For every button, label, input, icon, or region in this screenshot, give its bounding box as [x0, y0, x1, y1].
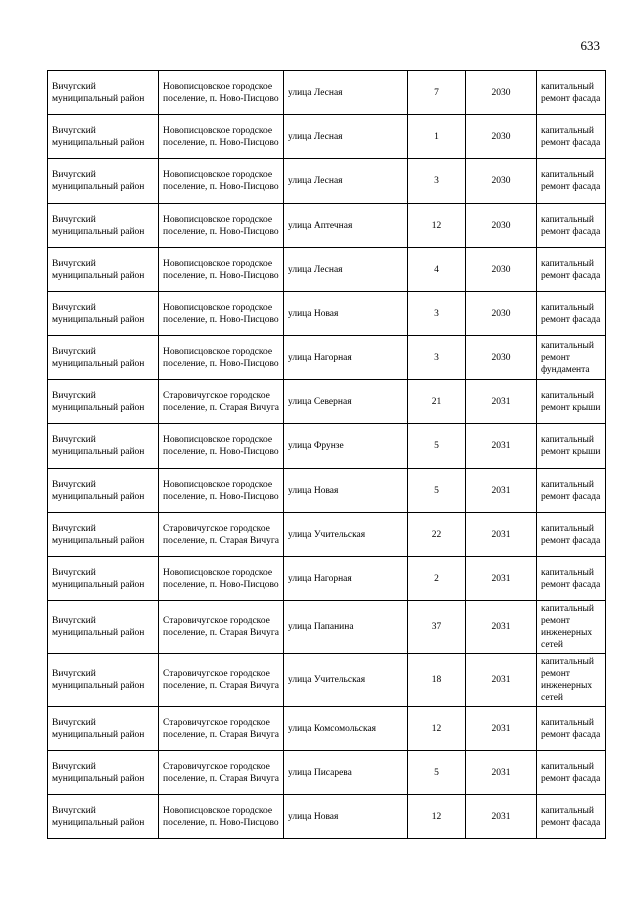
- street-cell: улица Лесная: [284, 248, 408, 292]
- settlement-cell: Старовичугское городское поселение, п. Старая Вичуга: [159, 707, 284, 751]
- house-number-cell: 2: [408, 557, 466, 601]
- table-row: [48, 424, 606, 469]
- year-cell: 2030: [466, 115, 537, 159]
- house-number-cell: 4: [408, 248, 466, 292]
- settlement-cell: Старовичугское городское поселение, п. Старая Вичуга: [159, 601, 284, 654]
- year-cell: 2031: [466, 513, 537, 557]
- table-row: [48, 159, 606, 204]
- settlement-cell: Новописцовское городское поселение, п. Ново-Писцово: [159, 292, 284, 336]
- work-type-cell: капитальный ремонт крыши: [537, 380, 606, 424]
- district-cell: Вичугский муниципальный район: [48, 513, 159, 557]
- table-body: [48, 71, 606, 839]
- settlement-cell: Новописцовское городское поселение, п. Ново-Писцово: [159, 71, 284, 115]
- work-type-cell: капитальный ремонт фасада: [537, 795, 606, 839]
- table-row: [48, 751, 606, 795]
- work-type-cell: капитальный ремонт инженерных сетей: [537, 601, 606, 654]
- table-row: [48, 707, 606, 751]
- street-cell: улица Нагорная: [284, 336, 408, 380]
- house-number-cell: 7: [408, 71, 466, 115]
- house-number-cell: 3: [408, 336, 466, 380]
- year-cell: 2031: [466, 751, 537, 795]
- work-type-cell: капитальный ремонт фасада: [537, 469, 606, 513]
- work-type-cell: капитальный ремонт фасада: [537, 292, 606, 336]
- district-cell: Вичугский муниципальный район: [48, 707, 159, 751]
- district-cell: Вичугский муниципальный район: [48, 557, 159, 601]
- year-cell: 2031: [466, 469, 537, 513]
- house-number-cell: 3: [408, 159, 466, 204]
- district-cell: Вичугский муниципальный район: [48, 336, 159, 380]
- district-cell: Вичугский муниципальный район: [48, 248, 159, 292]
- house-number-cell: 12: [408, 204, 466, 248]
- table-row: [48, 204, 606, 248]
- year-cell: 2031: [466, 380, 537, 424]
- street-cell: улица Новая: [284, 795, 408, 839]
- table-row: [48, 336, 606, 380]
- year-cell: 2031: [466, 654, 537, 707]
- repair-schedule-table: [47, 70, 606, 839]
- work-type-cell: капитальный ремонт фундамента: [537, 336, 606, 380]
- table-row: [48, 654, 606, 707]
- district-cell: Вичугский муниципальный район: [48, 751, 159, 795]
- house-number-cell: 37: [408, 601, 466, 654]
- street-cell: улица Лесная: [284, 159, 408, 204]
- district-cell: Вичугский муниципальный район: [48, 469, 159, 513]
- settlement-cell: Новописцовское городское поселение, п. Ново-Писцово: [159, 469, 284, 513]
- street-cell: улица Папанина: [284, 601, 408, 654]
- work-type-cell: капитальный ремонт крыши: [537, 424, 606, 469]
- table-row: [48, 71, 606, 115]
- house-number-cell: 5: [408, 469, 466, 513]
- district-cell: Вичугский муниципальный район: [48, 601, 159, 654]
- settlement-cell: Новописцовское городское поселение, п. Ново-Писцово: [159, 115, 284, 159]
- year-cell: 2030: [466, 204, 537, 248]
- table-row: [48, 469, 606, 513]
- house-number-cell: 22: [408, 513, 466, 557]
- work-type-cell: капитальный ремонт фасада: [537, 248, 606, 292]
- district-cell: Вичугский муниципальный район: [48, 204, 159, 248]
- street-cell: улица Лесная: [284, 71, 408, 115]
- settlement-cell: Старовичугское городское поселение, п. Старая Вичуга: [159, 380, 284, 424]
- year-cell: 2030: [466, 159, 537, 204]
- table-row: [48, 513, 606, 557]
- street-cell: улица Писарева: [284, 751, 408, 795]
- table-row: [48, 557, 606, 601]
- street-cell: улица Новая: [284, 292, 408, 336]
- street-cell: улица Комсомольская: [284, 707, 408, 751]
- settlement-cell: Старовичугское городское поселение, п. Старая Вичуга: [159, 654, 284, 707]
- work-type-cell: капитальный ремонт фасада: [537, 115, 606, 159]
- street-cell: улица Лесная: [284, 115, 408, 159]
- table-row: [48, 795, 606, 839]
- year-cell: 2031: [466, 424, 537, 469]
- table-row: [48, 601, 606, 654]
- street-cell: улица Нагорная: [284, 557, 408, 601]
- district-cell: Вичугский муниципальный район: [48, 71, 159, 115]
- year-cell: 2030: [466, 292, 537, 336]
- street-cell: улица Аптечная: [284, 204, 408, 248]
- district-cell: Вичугский муниципальный район: [48, 380, 159, 424]
- settlement-cell: Новописцовское городское поселение, п. Ново-Писцово: [159, 248, 284, 292]
- street-cell: улица Новая: [284, 469, 408, 513]
- work-type-cell: капитальный ремонт фасада: [537, 751, 606, 795]
- district-cell: Вичугский муниципальный район: [48, 795, 159, 839]
- house-number-cell: 21: [408, 380, 466, 424]
- district-cell: Вичугский муниципальный район: [48, 115, 159, 159]
- work-type-cell: капитальный ремонт фасада: [537, 707, 606, 751]
- table-row: [48, 380, 606, 424]
- street-cell: улица Учительская: [284, 654, 408, 707]
- settlement-cell: Новописцовское городское поселение, п. Ново-Писцово: [159, 159, 284, 204]
- year-cell: 2031: [466, 557, 537, 601]
- year-cell: 2030: [466, 336, 537, 380]
- house-number-cell: 3: [408, 292, 466, 336]
- district-cell: Вичугский муниципальный район: [48, 292, 159, 336]
- work-type-cell: капитальный ремонт инженерных сетей: [537, 654, 606, 707]
- settlement-cell: Новописцовское городское поселение, п. Ново-Писцово: [159, 204, 284, 248]
- district-cell: Вичугский муниципальный район: [48, 159, 159, 204]
- settlement-cell: Новописцовское городское поселение, п. Ново-Писцово: [159, 336, 284, 380]
- work-type-cell: капитальный ремонт фасада: [537, 204, 606, 248]
- house-number-cell: 5: [408, 751, 466, 795]
- work-type-cell: капитальный ремонт фасада: [537, 513, 606, 557]
- house-number-cell: 12: [408, 707, 466, 751]
- house-number-cell: 18: [408, 654, 466, 707]
- year-cell: 2030: [466, 248, 537, 292]
- work-type-cell: капитальный ремонт фасада: [537, 159, 606, 204]
- year-cell: 2031: [466, 601, 537, 654]
- house-number-cell: 12: [408, 795, 466, 839]
- year-cell: 2031: [466, 795, 537, 839]
- page-number: 633: [580, 38, 600, 53]
- settlement-cell: Старовичугское городское поселение, п. Старая Вичуга: [159, 513, 284, 557]
- house-number-cell: 5: [408, 424, 466, 469]
- settlement-cell: Новописцовское городское поселение, п. Ново-Писцово: [159, 424, 284, 469]
- settlement-cell: Новописцовское городское поселение, п. Ново-Писцово: [159, 795, 284, 839]
- street-cell: улица Фрунзе: [284, 424, 408, 469]
- year-cell: 2030: [466, 71, 537, 115]
- table-row: [48, 115, 606, 159]
- work-type-cell: капитальный ремонт фасада: [537, 71, 606, 115]
- house-number-cell: 1: [408, 115, 466, 159]
- street-cell: улица Учительская: [284, 513, 408, 557]
- district-cell: Вичугский муниципальный район: [48, 424, 159, 469]
- district-cell: Вичугский муниципальный район: [48, 654, 159, 707]
- settlement-cell: Новописцовское городское поселение, п. Ново-Писцово: [159, 557, 284, 601]
- street-cell: улица Северная: [284, 380, 408, 424]
- year-cell: 2031: [466, 707, 537, 751]
- table-row: [48, 248, 606, 292]
- settlement-cell: Старовичугское городское поселение, п. Старая Вичуга: [159, 751, 284, 795]
- work-type-cell: капитальный ремонт фасада: [537, 557, 606, 601]
- table-row: [48, 292, 606, 336]
